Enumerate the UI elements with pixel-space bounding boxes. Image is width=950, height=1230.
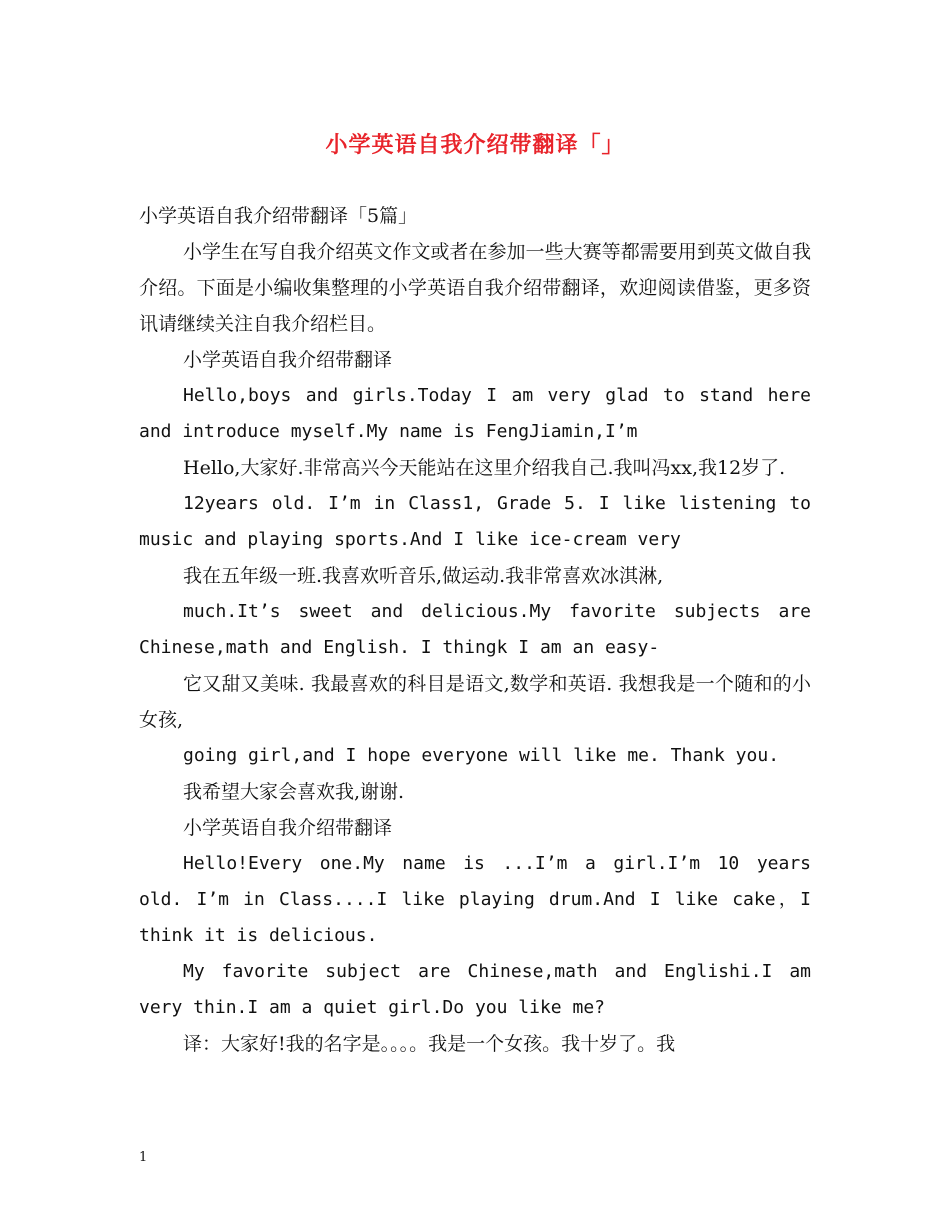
paragraph-subtitle: 小学英语自我介绍带翻译「5篇」 [139,205,418,227]
paragraph-english: going girl,and I hope everyone will like me. Thank you. [183,745,780,766]
paragraph-english: Hello,boys and girls.Today I am very glad to stand here and introduce myself.My name is FengJiamin,I’m [139,385,811,442]
document-title: 小学英语自我介绍带翻译「」 [325,132,625,158]
document-body [139,198,811,1062]
paragraph-intro: 小学生在写自我介绍英文作文或者在参加一些大赛等都需要用到英文做自我介绍。下面是小编收集整理的小学英语自我介绍带翻译，欢迎阅读借鉴，更多资讯请继续关注自我介绍栏目。 [139,241,811,335]
paragraph-chinese: Hello,大家好.非常高兴今天能站在这里介绍我自己.我叫冯xx,我12岁了. [183,457,786,479]
section-heading: 小学英语自我介绍带翻译 [183,349,393,371]
paragraph-chinese: 我希望大家会喜欢我,谢谢. [183,781,405,803]
paragraph-english: My favorite subject are Chinese,math and Englishi.I am very thin.I am a quiet girl.Do you like me? [139,961,811,1018]
page-number: 1 [139,1150,148,1165]
section-heading: 小学英语自我介绍带翻译 [183,817,393,839]
paragraph-chinese: 它又甜又美味. 我最喜欢的科目是语文,数学和英语. 我想我是一个随和的小女孩, [139,673,811,731]
paragraph-english: much.It’s sweet and delicious.My favorite subjects are Chinese,math and English. I thingk I am an easy- [139,601,811,658]
paragraph-english: 12years old. I’m in Class1, Grade 5. I like listening to music and playing sports.And I like ice-cream very [139,493,811,550]
paragraph-chinese: 译：大家好!我的名字是。。。。我是一个女孩。我十岁了。我 [183,1033,676,1055]
paragraph-english: Hello!Every one.My name is ...I’m a girl.I’m 10 years old. I’m in Class....I like playing drum.And I like cake，I think it is delicious. [139,853,811,946]
paragraph-chinese: 我在五年级一班.我喜欢听音乐,做运动.我非常喜欢冰淇淋, [183,565,664,587]
